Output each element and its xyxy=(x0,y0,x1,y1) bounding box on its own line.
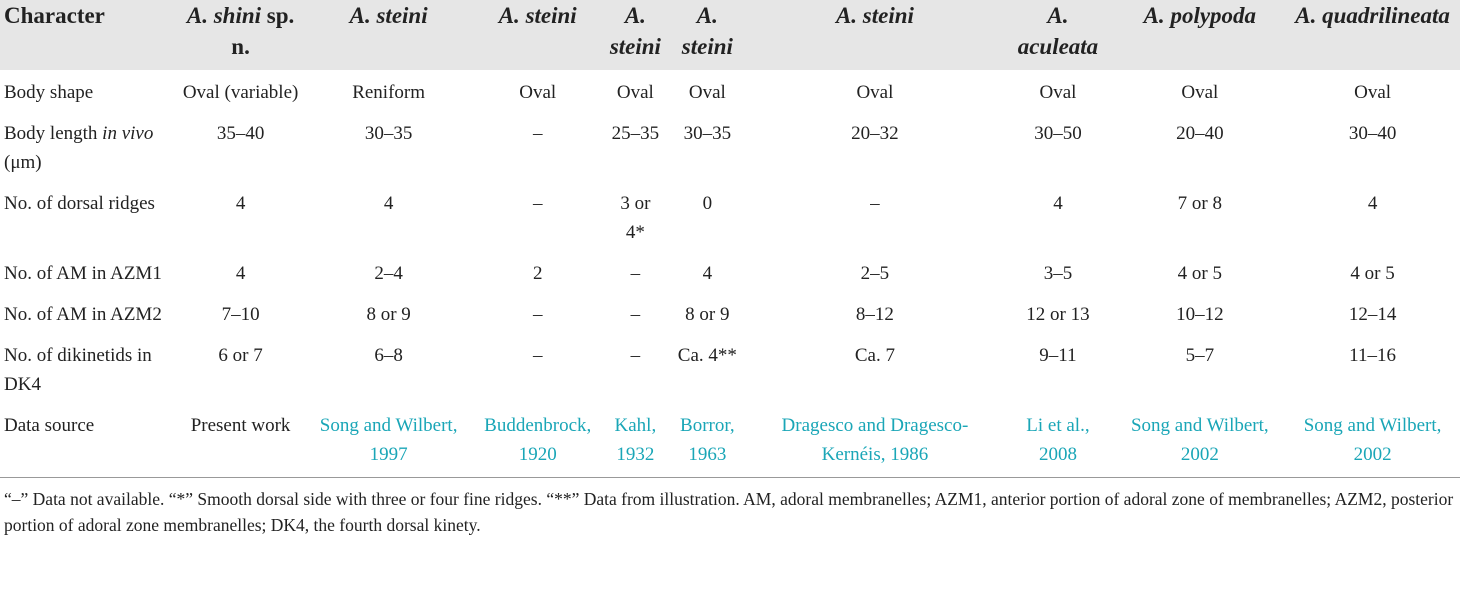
table-cell: 20–40 xyxy=(1176,123,1224,144)
table-cell: 30–50 xyxy=(1034,123,1082,144)
header-species-1 xyxy=(175,0,307,70)
genus-abbrev: A. xyxy=(498,3,520,28)
genus-abbrev: A. xyxy=(696,3,718,28)
table-cell: 4 xyxy=(235,193,246,214)
header-species-7 xyxy=(1001,0,1114,70)
character-text: Body length xyxy=(4,123,103,144)
table-cell: – xyxy=(870,193,880,214)
character-label: No. of dorsal ridges xyxy=(4,193,155,214)
table-cell: 7 or 8 xyxy=(1177,193,1222,214)
reference-link[interactable]: Song and Wilbert, 1997 xyxy=(306,403,471,478)
species-name xyxy=(187,3,261,28)
table-cell: 11–16 xyxy=(1349,345,1396,366)
table-cell: 4 xyxy=(383,193,394,214)
character-label: No. of dikinetids in DK4 xyxy=(4,345,152,395)
species-epithet: steini xyxy=(681,34,733,59)
table-row xyxy=(0,292,1460,333)
table-cell: – xyxy=(630,345,641,366)
table-cell: 2 xyxy=(532,263,543,284)
source-row xyxy=(0,403,1460,478)
table-cell: – xyxy=(532,304,543,325)
genus-abbrev: A. xyxy=(835,3,858,28)
source-text: Present work xyxy=(175,403,307,478)
table-row xyxy=(0,181,1460,251)
table-cell: Reniform xyxy=(352,82,426,103)
table-cell: 2–4 xyxy=(374,263,403,284)
species-name xyxy=(610,3,661,59)
species-name xyxy=(1144,3,1256,28)
table-cell: 30–35 xyxy=(683,123,732,144)
species-epithet: polypoda xyxy=(1170,3,1257,28)
species-epithet: steini xyxy=(862,3,914,28)
table-cell: Ca. 4** xyxy=(677,345,737,366)
table-cell: 35–40 xyxy=(216,123,265,144)
species-epithet: aculeata xyxy=(1017,34,1099,59)
species-name xyxy=(1018,3,1099,59)
header-species-9 xyxy=(1285,0,1460,70)
table-cell: 4 xyxy=(1053,193,1063,214)
species-name xyxy=(682,3,733,59)
table-cell: 6–8 xyxy=(374,345,403,366)
table-cell: Oval xyxy=(1354,82,1392,103)
table-cell: 0 xyxy=(702,193,713,214)
character-unit: (μm) xyxy=(4,152,42,173)
reference-link[interactable]: Song and Wilbert, 2002 xyxy=(1285,403,1460,478)
table-cell: 30–40 xyxy=(1348,123,1397,144)
table-cell: 20–32 xyxy=(851,123,899,144)
character-label: No. of AM in AZM1 xyxy=(4,263,162,284)
genus-abbrev: A. xyxy=(1047,3,1069,28)
character-label: Body shape xyxy=(4,82,94,103)
header-label: Character xyxy=(4,3,105,28)
table-cell: Oval (variable) xyxy=(182,82,299,103)
species-epithet: steini xyxy=(609,34,661,59)
character-label xyxy=(0,111,175,181)
table-cell: 12–14 xyxy=(1348,304,1397,325)
header-species-5 xyxy=(666,0,748,70)
table-cell: Oval xyxy=(616,82,654,103)
genus-abbrev: A. xyxy=(186,3,208,28)
table-cell: 30–35 xyxy=(364,123,413,144)
header-row xyxy=(0,0,1460,70)
table-row xyxy=(0,251,1460,292)
table-cell: – xyxy=(532,345,543,366)
table-cell: 4 xyxy=(235,263,246,284)
table-cell: Oval xyxy=(1181,82,1219,103)
table-cell: 5–7 xyxy=(1185,345,1215,366)
reference-link[interactable]: Dragesco and Dragesco-Kernéis, 1986 xyxy=(748,403,1001,478)
genus-abbrev: A. xyxy=(349,3,371,28)
reference-link[interactable]: Song and Wilbert, 2002 xyxy=(1114,403,1285,478)
table-cell: – xyxy=(630,263,641,284)
reference-link[interactable]: Borror, 1963 xyxy=(666,403,748,478)
table-cell: 3 or 4* xyxy=(620,193,651,243)
table-cell: 12 or 13 xyxy=(1026,304,1090,325)
table-cell: – xyxy=(630,304,641,325)
table-cell: – xyxy=(532,123,543,144)
table-cell: 10–12 xyxy=(1176,304,1224,325)
table-cell: 4 or 5 xyxy=(1177,263,1222,284)
header-species-8 xyxy=(1114,0,1285,70)
header-species-6 xyxy=(748,0,1001,70)
header-species-2 xyxy=(306,0,471,70)
table-cell: Oval xyxy=(856,82,894,103)
species-name xyxy=(350,3,428,28)
character-italic: in vivo xyxy=(102,123,154,144)
species-epithet: shini xyxy=(213,3,262,28)
table-cell: 6 or 7 xyxy=(218,345,263,366)
table-cell: 8–12 xyxy=(855,304,894,325)
species-suffix: sp. n. xyxy=(231,3,295,59)
table-cell: 25–35 xyxy=(611,123,660,144)
genus-abbrev: A. xyxy=(1295,3,1317,28)
table-cell: 4 or 5 xyxy=(1350,263,1395,284)
table-cell: Ca. 7 xyxy=(854,345,895,366)
table-cell: Oval xyxy=(1039,82,1077,103)
header-species-4 xyxy=(605,0,667,70)
table-body xyxy=(0,70,1460,478)
table-cell: 7–10 xyxy=(221,304,260,325)
table-row xyxy=(0,111,1460,181)
table-cell: 4 xyxy=(1367,193,1378,214)
header-character xyxy=(0,0,175,70)
table-cell: Oval xyxy=(519,82,557,103)
table-cell: 3–5 xyxy=(1043,263,1073,284)
header-species-3 xyxy=(471,0,605,70)
species-name xyxy=(499,3,577,28)
character-label: Data source xyxy=(0,403,175,478)
species-epithet: quadrilineata xyxy=(1322,3,1450,28)
table-cell: 8 or 9 xyxy=(366,304,411,325)
genus-abbrev: A. xyxy=(624,3,646,28)
table-cell: 9–11 xyxy=(1039,345,1077,366)
reference-link[interactable]: Li et al., 2008 xyxy=(1001,403,1114,478)
reference-link[interactable]: Kahl, 1932 xyxy=(605,403,667,478)
table-cell: 4 xyxy=(702,263,713,284)
genus-abbrev: A. xyxy=(1143,3,1165,28)
character-label: No. of AM in AZM2 xyxy=(4,304,162,325)
table-footnote: “–” Data not available. “*” Smooth dorsal side with three or four fine ridges. “**” Data from illustration. AM, adoral membranelles; AZM1, anterior portion of adoral zone of membranelles; AZM2, posterior portion of adoral zone membranelles; DK4, the fourth dorsal kinety. xyxy=(4,489,1454,535)
table-cell: 8 or 9 xyxy=(685,304,730,325)
table-row xyxy=(0,70,1460,111)
table-cell: – xyxy=(532,193,543,214)
species-epithet: steini xyxy=(525,3,577,28)
reference-link[interactable]: Buddenbrock, 1920 xyxy=(471,403,605,478)
species-epithet: steini xyxy=(376,3,428,28)
table-cell: 2–5 xyxy=(860,263,890,284)
table-row xyxy=(0,333,1460,403)
species-name xyxy=(1295,3,1450,28)
table-cell: Oval xyxy=(688,82,726,103)
species-name xyxy=(836,3,914,28)
